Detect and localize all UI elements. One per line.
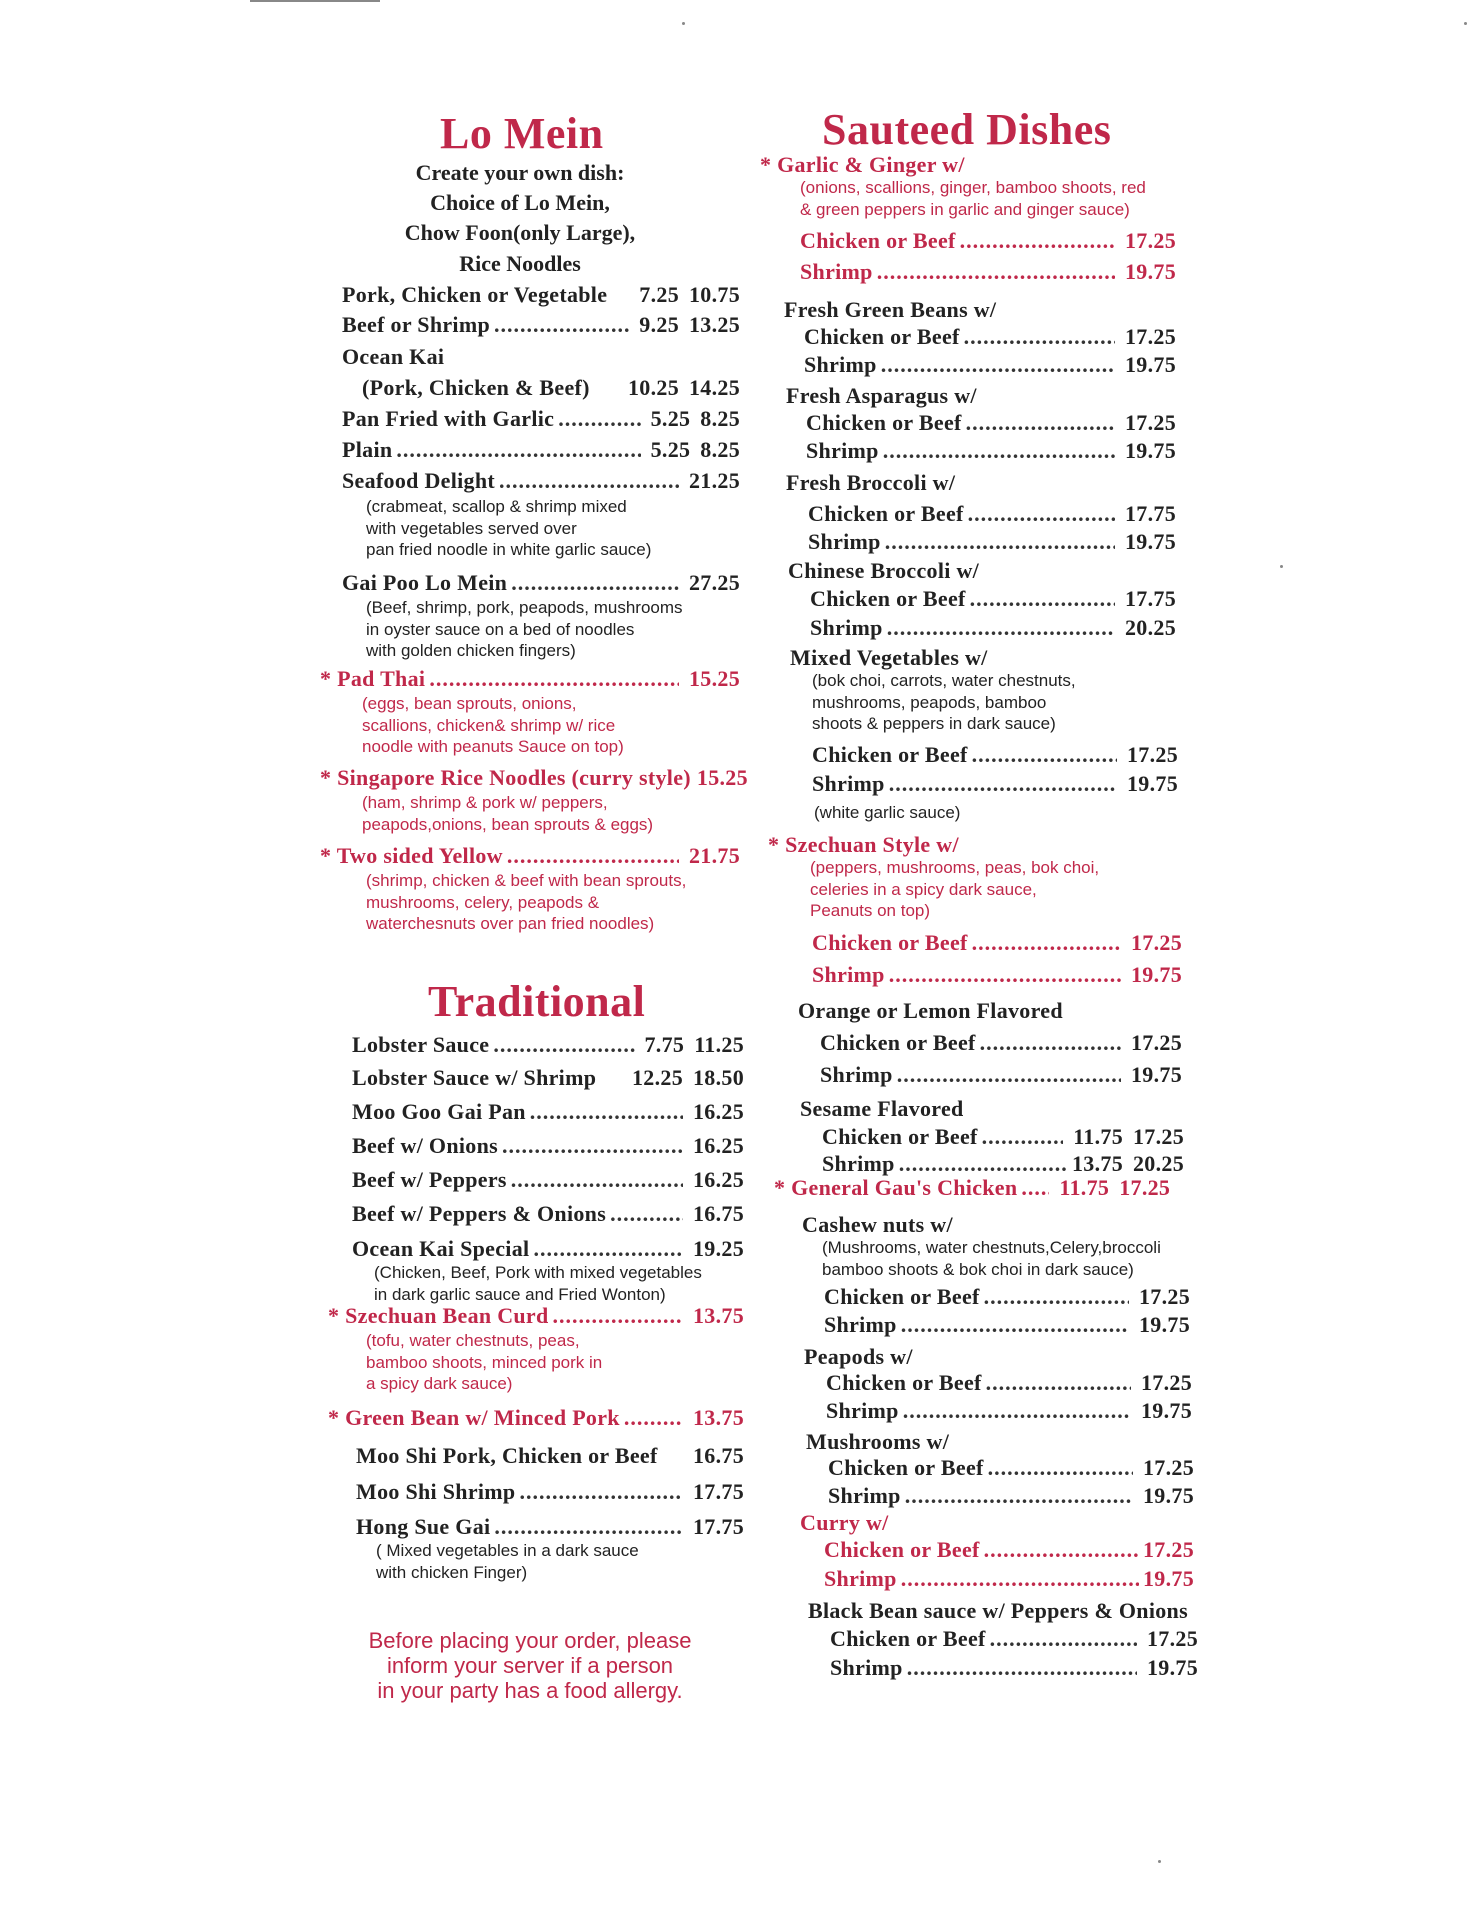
option-shrimp: Shrimp ..... 19.75 bbox=[812, 771, 1178, 797]
lo-mein-heading: Lo Mein bbox=[440, 109, 604, 158]
menu-item-lobster-sauce: Lobster Sauce ..... 7.75 11.25 bbox=[352, 1032, 744, 1058]
menu-item-moo-shi: Moo Shi Pork, Chicken or Beef 16.75 bbox=[356, 1443, 744, 1468]
menu-item-singapore-noodles: * Singapore Rice Noodles (curry style) 15.25 bbox=[320, 765, 748, 790]
option-chicken-beef: Chicken or Beef ..... 17.25 bbox=[828, 1455, 1194, 1481]
dish-group-cashew: Cashew nuts w/ bbox=[802, 1212, 953, 1237]
option-chicken-beef: Chicken or Beef ..... 17.25 bbox=[812, 742, 1178, 768]
option-shrimp: Shrimp ..... 19.75 bbox=[808, 529, 1176, 555]
menu-item-ocean-kai: Ocean Kai bbox=[342, 344, 445, 369]
menu-item-plain: Plain ..... 5.25 8.25 bbox=[342, 437, 740, 463]
lo-mein-intro-line: Rice Noodles bbox=[459, 251, 581, 276]
item-description: (Beef, shrimp, pork, peapods, mushrooms in oyster sauce on a bed of noodles with golden chicken fingers) bbox=[366, 598, 683, 660]
option-chicken-beef: Chicken or Beef ..... 17.25 bbox=[800, 228, 1176, 254]
menu-item-lobster-sauce-shrimp: Lobster Sauce w/ Shrimp 12.25 18.50 bbox=[352, 1065, 744, 1090]
option-shrimp: Shrimp ..... 19.75 bbox=[820, 1062, 1182, 1088]
item-description: (tofu, water chestnuts, peas, bamboo shoots, minced pork in a spicy dark sauce) bbox=[366, 1331, 603, 1393]
option-chicken-beef: Chicken or Beef ..... 17.25 bbox=[824, 1284, 1190, 1310]
option-chicken-beef: Chicken or Beef ..... 17.25 bbox=[826, 1370, 1192, 1396]
item-note: (white garlic sauce) bbox=[814, 803, 961, 822]
dish-group-mushrooms: Mushrooms w/ bbox=[806, 1429, 950, 1454]
menu-item-pan-fried-garlic: Pan Fried with Garlic ..... 5.25 8.25 bbox=[342, 406, 740, 432]
menu-item-green-bean-minced-pork: * Green Bean w/ Minced Pork ..... 13.75 bbox=[328, 1405, 744, 1431]
scan-speck bbox=[682, 22, 685, 25]
item-description: (Mushrooms, water chestnuts,Celery,broccoli bamboo shoots & bok choi in dark sauce) bbox=[822, 1238, 1161, 1279]
menu-item-moo-goo-gai-pan: Moo Goo Gai Pan ..... 16.25 bbox=[352, 1099, 744, 1125]
dish-group-peapods: Peapods w/ bbox=[804, 1344, 913, 1369]
option-shrimp: Shrimp ..... 19.75 bbox=[824, 1312, 1190, 1338]
menu-item-beef-peppers-onions: Beef w/ Peppers & Onions ..... 16.75 bbox=[352, 1201, 744, 1227]
option-chicken-beef: Chicken or Beef ..... 17.25 bbox=[806, 410, 1176, 436]
menu-item-two-sided-yellow: * Two sided Yellow ..... 21.75 bbox=[320, 843, 740, 869]
menu-item-ocean-kai-special: Ocean Kai Special ..... 19.25 bbox=[352, 1236, 744, 1262]
scan-speck bbox=[1158, 1860, 1161, 1863]
allergy-notice: Before placing your order, please inform your server if a person in your party has a food allergy. bbox=[368, 1628, 692, 1703]
menu-item-pork-chicken-veg: Pork, Chicken or Vegetable 7.25 10.75 bbox=[342, 282, 740, 307]
option-shrimp: Shrimp ..... 19.75 bbox=[806, 438, 1176, 464]
dish-group-szechuan-style: * Szechuan Style w/ bbox=[768, 832, 959, 857]
option-shrimp: Shrimp ..... 13.75 20.25 bbox=[822, 1151, 1184, 1177]
lo-mein-intro-line: Create your own dish: bbox=[415, 160, 625, 185]
dish-group-garlic-ginger: * Garlic & Ginger w/ bbox=[760, 152, 965, 177]
sauteed-heading: Sauteed Dishes bbox=[822, 105, 1112, 154]
dish-group-curry: Curry w/ bbox=[800, 1510, 889, 1535]
dish-group-green-beans: Fresh Green Beans w/ bbox=[784, 297, 997, 322]
dish-group-asparagus: Fresh Asparagus w/ bbox=[786, 383, 977, 408]
dish-general-gaus-chicken: * General Gau's Chicken ..... 11.75 17.25 bbox=[774, 1175, 1184, 1201]
option-shrimp: Shrimp ..... 19.75 bbox=[812, 962, 1182, 988]
option-shrimp: Shrimp ..... 19.75 bbox=[826, 1398, 1192, 1424]
option-shrimp: Shrimp ..... 19.75 bbox=[830, 1655, 1198, 1681]
item-description: (onions, scallions, ginger, bamboo shoots, red & green peppers in garlic and ginger sauce) bbox=[800, 178, 1146, 219]
option-chicken-beef: Chicken or Beef ..... 17.75 bbox=[810, 586, 1176, 612]
scan-edge-line bbox=[250, 0, 380, 2]
option-chicken-beef: Chicken or Beef ..... 17.25 bbox=[820, 1030, 1182, 1056]
menu-item-hong-sue-gai: Hong Sue Gai ..... 17.75 bbox=[356, 1514, 744, 1540]
item-description: (ham, shrimp & pork w/ peppers, peapods,onions, bean sprouts & eggs) bbox=[362, 793, 654, 834]
dish-group-sesame: Sesame Flavored bbox=[800, 1096, 964, 1121]
dish-group-orange-lemon: Orange or Lemon Flavored bbox=[798, 998, 1063, 1023]
option-chicken-beef: Chicken or Beef ..... 17.25 bbox=[824, 1537, 1194, 1563]
menu-item-beef-onions: Beef w/ Onions ..... 16.25 bbox=[352, 1133, 744, 1159]
lo-mein-intro-line: Choice of Lo Mein, bbox=[430, 190, 610, 215]
option-shrimp: Shrimp ..... 19.75 bbox=[824, 1566, 1194, 1592]
menu-item-gai-poo-lo-mein: Gai Poo Lo Mein ..... 27.25 bbox=[342, 570, 740, 596]
lo-mein-intro-line: Chow Foon(only Large), bbox=[404, 220, 636, 245]
option-chicken-beef: Chicken or Beef ..... 17.25 bbox=[804, 324, 1176, 350]
option-shrimp: Shrimp ..... 19.75 bbox=[800, 259, 1176, 285]
option-chicken-beef: Chicken or Beef ..... 17.75 bbox=[808, 501, 1176, 527]
menu-item-szechuan-bean-curd: * Szechuan Bean Curd ..... 13.75 bbox=[328, 1303, 744, 1329]
item-description: (shrimp, chicken & beef with bean sprouts, mushrooms, celery, peapods & waterchesnuts over pan fried noodles) bbox=[366, 871, 687, 933]
dish-group-broccoli: Fresh Broccoli w/ bbox=[786, 470, 956, 495]
option-chicken-beef: Chicken or Beef ..... 17.25 bbox=[812, 930, 1182, 956]
scan-speck bbox=[1280, 565, 1283, 568]
dish-group-black-bean: Black Bean sauce w/ Peppers & Onions bbox=[808, 1598, 1188, 1623]
menu-item-beef-shrimp: Beef or Shrimp ..... 9.25 13.25 bbox=[342, 312, 740, 338]
option-shrimp: Shrimp ..... 20.25 bbox=[810, 615, 1176, 641]
dish-group-chinese-broccoli: Chinese Broccoli w/ bbox=[788, 558, 980, 583]
item-description: (peppers, mushrooms, peas, bok choi, celeries in a spicy dark sauce, Peanuts on top) bbox=[810, 858, 1100, 920]
dish-group-mixed-vegetables: Mixed Vegetables w/ bbox=[790, 645, 988, 670]
item-description: (crabmeat, scallop & shrimp mixed with vegetables served over pan fried noodle in white garlic sauce) bbox=[366, 497, 652, 559]
menu-item-pad-thai: * Pad Thai ..... 15.25 bbox=[320, 666, 740, 692]
scan-speck bbox=[1464, 22, 1467, 25]
menu-item-moo-shi-shrimp: Moo Shi Shrimp ..... 17.75 bbox=[356, 1479, 744, 1505]
item-description: ( Mixed vegetables in a dark sauce with chicken Finger) bbox=[376, 1541, 639, 1582]
menu-item-beef-peppers: Beef w/ Peppers ..... 16.25 bbox=[352, 1167, 744, 1193]
item-description: (bok choi, carrots, water chestnuts, mushrooms, peapods, bamboo shoots & peppers in dark sauce) bbox=[812, 671, 1076, 733]
traditional-heading: Traditional bbox=[428, 977, 646, 1026]
option-shrimp: Shrimp ..... 19.75 bbox=[828, 1483, 1194, 1509]
item-description: (eggs, bean sprouts, onions, scallions, chicken& shrimp w/ rice noodle with peanuts Sauce on top) bbox=[362, 694, 624, 756]
item-description: (Chicken, Beef, Pork with mixed vegetables in dark garlic sauce and Fried Wonton) bbox=[374, 1263, 702, 1304]
option-shrimp: Shrimp ..... 19.75 bbox=[804, 352, 1176, 378]
option-chicken-beef: Chicken or Beef ..... 17.25 bbox=[830, 1626, 1198, 1652]
menu-item-ocean-kai-sub: (Pork, Chicken & Beef) 10.25 14.25 bbox=[362, 375, 740, 400]
menu-item-seafood-delight: Seafood Delight ..... 21.25 bbox=[342, 468, 740, 494]
option-chicken-beef: Chicken or Beef ..... 11.75 17.25 bbox=[822, 1124, 1184, 1150]
